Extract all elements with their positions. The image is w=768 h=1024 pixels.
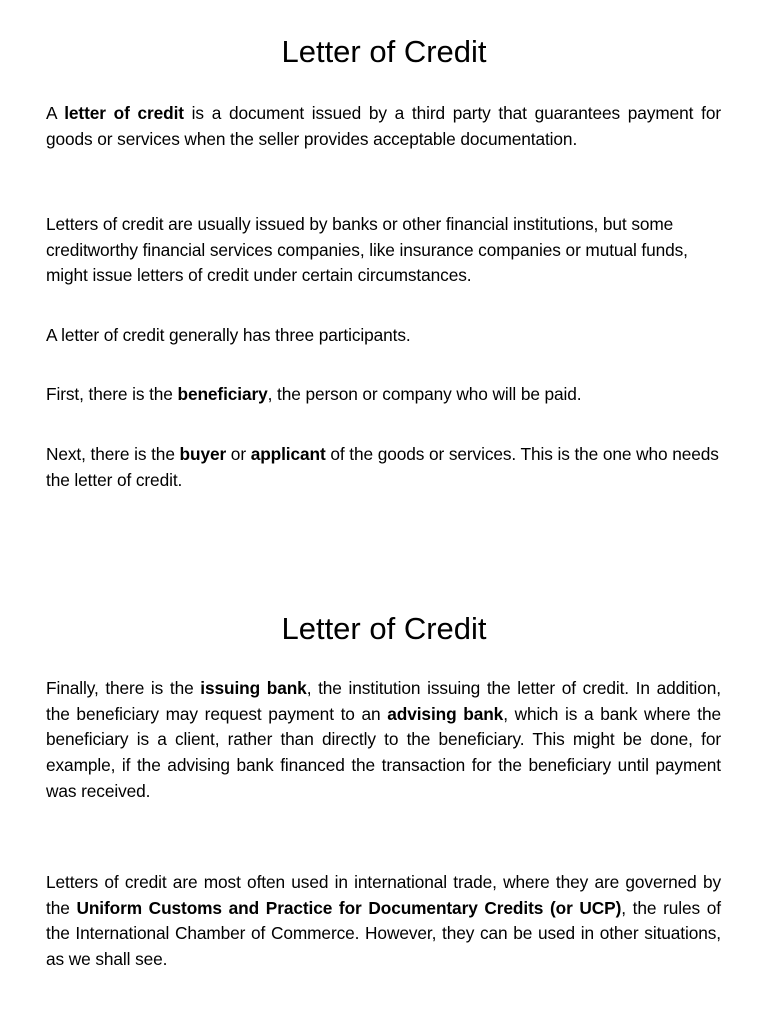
text-run: A	[46, 103, 65, 123]
text-run: is a document issued by a third party that guarantees payment for goods or services when the seller provides acceptable documentation.	[46, 103, 721, 149]
text-run: of the goods or services. This is the one who needs the letter of credit.	[46, 444, 719, 490]
term-advising-bank: advising bank	[387, 703, 504, 724]
text-run: , the rules of the International Chamber of Commerce. However, they can be used in other situations, as we shall see.	[46, 897, 721, 970]
text-run: Next, there is the	[46, 444, 180, 464]
term-ucp: Uniform Customs and Practice for Documentary Credits (or UCP)	[76, 897, 622, 918]
slide-1-title: Letter of Credit	[281, 34, 487, 69]
slide-1-paragraph-definition	[46, 101, 721, 152]
text-run: or	[226, 444, 251, 464]
slide-1-paragraph-participants: A letter of credit generally has three participants.	[46, 325, 411, 345]
term-buyer: buyer	[179, 444, 227, 464]
slide-2-paragraph-issuing-bank	[46, 676, 721, 805]
term-letter-of-credit: letter of credit	[64, 103, 184, 123]
text-run: Letters of credit are most often used in international trade, where they are governed by the	[46, 872, 721, 918]
text-run: , which is a bank where the beneficiary is a client, rather than directly to the beneficiary. This might be done, for example, if the advising bank financed the transaction for the beneficiary until payment was received.	[46, 703, 721, 801]
text-run: , the institution issuing the letter of credit. In addition, the beneficiary may request payment to an	[46, 678, 722, 724]
slide-2-paragraph-ucp	[46, 870, 721, 973]
term-beneficiary: beneficiary	[177, 384, 268, 404]
slide-1-paragraph-beneficiary	[46, 382, 721, 408]
term-issuing-bank: issuing bank	[200, 678, 307, 698]
slide-2-title: Letter of Credit	[281, 611, 487, 646]
text-run: First, there is the	[46, 384, 178, 404]
slide-1-paragraph-issuers: Letters of credit are usually issued by banks or other financial institutions, but some creditworthy financial services companies, like insurance companies or mutual funds, might issue letters of credit under certain circumstances.	[46, 214, 688, 286]
slide-1-paragraph-buyer	[46, 442, 721, 493]
term-applicant: applicant	[250, 444, 326, 464]
text-run: , the person or company who will be paid.	[267, 384, 582, 404]
text-run: Finally, there is the	[46, 678, 201, 698]
